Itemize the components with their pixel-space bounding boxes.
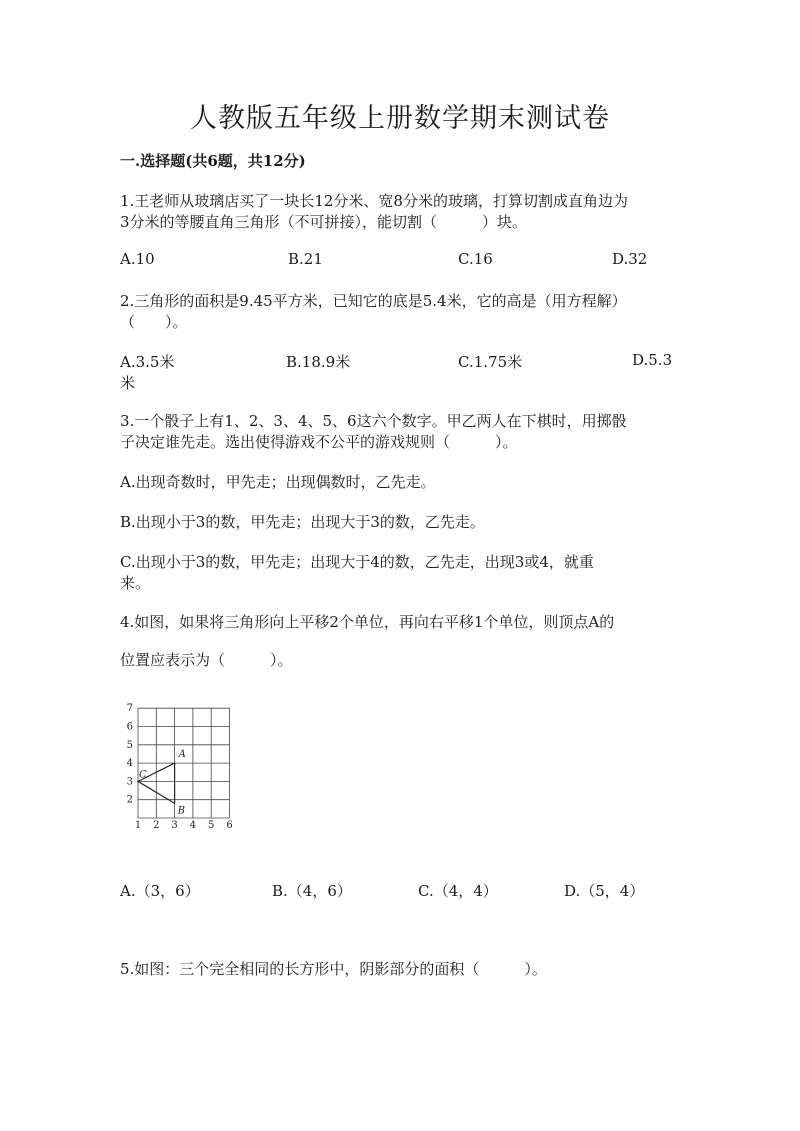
coordinate-grid-figure <box>124 700 244 835</box>
question-1-option-a: A.10 <box>120 250 155 268</box>
triangle-abc <box>138 749 186 816</box>
question-2-option-c: C.1.75米 <box>458 353 523 371</box>
question-4-option-a: A.（3，6） <box>120 882 200 900</box>
y-tick-label: 7 <box>126 703 133 715</box>
question-2-option-d-wrap: 米 <box>120 374 136 392</box>
x-tick-label: 4 <box>189 820 197 831</box>
vertex-label-c: C <box>139 769 147 781</box>
page-title: 人教版五年级上册数学期末测试卷 <box>190 103 610 134</box>
question-1-option-b: B.21 <box>288 250 323 268</box>
y-tick-label: 5 <box>126 739 133 751</box>
x-tick-label: 5 <box>208 820 215 831</box>
question-4-line-2: 位置应表示为（ ）。 <box>120 651 293 669</box>
question-4-option-c: C.（4，4） <box>418 882 498 900</box>
question-4-option-d: D.（5，4） <box>564 882 645 900</box>
question-2-option-a: A.3.5米 <box>120 353 175 371</box>
question-1-option-c: C.16 <box>458 250 493 268</box>
question-2-option-b: B.18.9米 <box>286 353 351 371</box>
question-2-option-d: D.5.3 <box>632 351 673 369</box>
question-5-line-1: 5.如图：三个完全相同的长方形中，阴影部分的面积（ ）。 <box>120 960 547 978</box>
question-2-line-2: （ ）。 <box>120 313 188 331</box>
y-tick-label: 3 <box>126 776 133 788</box>
y-tick-label: 4 <box>126 758 133 770</box>
grid-lines <box>138 708 230 818</box>
y-tick-label: 2 <box>126 794 133 806</box>
vertex-label-b: B <box>177 805 185 817</box>
x-tick-label: 3 <box>171 820 178 831</box>
question-1-line-1: 1.王老师从玻璃店买了一块长12分米、宽8分米的玻璃，打算切割成直角边为 <box>120 192 628 210</box>
question-3-option-c-line-1: C.出现小于3的数，甲先走；出现大于4的数，乙先走，出现3或4，就重 <box>120 553 594 571</box>
question-4-line-1: 4.如图，如果将三角形向上平移2个单位，再向右平移1个单位，则顶点A的 <box>120 613 615 631</box>
question-1-option-d: D.32 <box>612 250 648 268</box>
x-tick-label: 2 <box>153 820 160 831</box>
x-tick-label: 6 <box>226 820 233 831</box>
question-3-option-a: A.出现奇数时，甲先走；出现偶数时，乙先走。 <box>120 473 436 491</box>
question-4-option-b: B.（4，6） <box>272 882 352 900</box>
x-tick-label: 1 <box>134 820 142 831</box>
question-3-option-b: B.出现小于3的数，甲先走；出现大于3的数，乙先走。 <box>120 513 485 531</box>
question-2-line-1: 2.三角形的面积是9.45平方米，已知它的底是5.4米，它的高是（用方程解） <box>120 292 627 310</box>
question-1-line-2: 3分米的等腰直角三角形（不可拼接），能切割（ ）块。 <box>120 213 528 231</box>
question-3-line-2: 子决定谁先走。选出使得游戏不公平的游戏规则（ ）。 <box>120 433 518 451</box>
question-3-line-1: 3.一个骰子上有1、2、3、4、5、6这六个数字。甲乙两人在下棋时，用掷骰 <box>120 412 627 430</box>
question-3-option-c-line-2: 来。 <box>120 574 151 592</box>
y-tick-label: 6 <box>126 721 133 733</box>
vertex-label-a: A <box>178 749 186 761</box>
section-heading: 一.选择题(共6题，共12分) <box>120 152 306 170</box>
